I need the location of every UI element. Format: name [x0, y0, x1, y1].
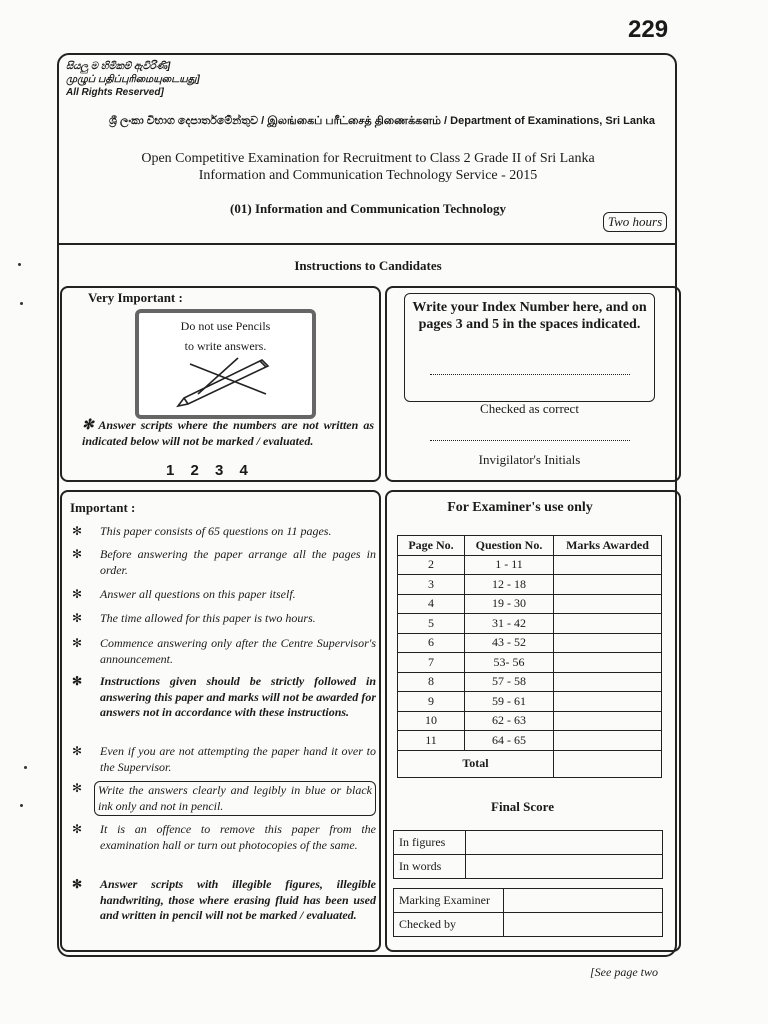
index-number-dotted-line	[430, 374, 630, 375]
divider	[57, 243, 677, 245]
table-row	[394, 855, 663, 879]
rights-tamil: முழுப் பதிப்புரிமையுடையது]	[66, 74, 200, 85]
page-no-cell: 4	[398, 594, 465, 614]
list-item: ✻ The time allowed for this paper is two hours.	[72, 611, 316, 625]
invigilator-dotted-line	[430, 440, 630, 441]
question-no-cell: 57 - 58	[465, 672, 554, 692]
marks-table-body	[398, 555, 662, 750]
list-item: ✻ It is an offence to remove this paper from the examination hall or turn out photocopies of the same.	[72, 822, 376, 852]
table-row	[394, 889, 663, 913]
question-no-cell: 59 - 61	[465, 692, 554, 712]
index-number-instruction: Write your Index Number here, and on pages 3 and 5 in the spaces indicated.	[412, 300, 647, 332]
in-figures-field[interactable]	[466, 831, 663, 855]
page-number: 229	[628, 16, 669, 43]
page-no-cell: 9	[398, 692, 465, 712]
speck	[24, 766, 27, 769]
question-no-cell: 1 - 11	[465, 555, 554, 575]
table-row	[398, 672, 662, 692]
speck	[20, 302, 23, 305]
table-row	[398, 633, 662, 653]
checked-correct-label: Checked as correct	[480, 401, 579, 416]
checked-by-field[interactable]	[504, 913, 663, 937]
col-marks-awarded: Marks Awarded	[554, 536, 662, 556]
marks-awarded-cell[interactable]	[554, 575, 662, 595]
star-icon: ✻	[72, 822, 83, 836]
table-row	[398, 711, 662, 731]
invigilator-initials-label: Invigilator's Initials	[478, 452, 581, 467]
list-item: ✻ Commence answering only after the Centre Supervisor's announcement.	[72, 636, 376, 666]
in-words-label: In words	[394, 855, 466, 879]
speck	[20, 804, 23, 807]
exam-title-line1: Open Competitive Examination for Recruitment to Class 2 Grade II of Sri Lanka	[141, 151, 595, 166]
list-item: ✻ Write the answers clearly and legibly in blue or black ink only and not in pencil.	[72, 781, 376, 816]
star-icon: ✻	[72, 877, 83, 891]
marks-awarded-cell[interactable]	[554, 711, 662, 731]
page-no-cell: 11	[398, 731, 465, 751]
rights-english: All Rights Reserved]	[66, 87, 164, 98]
question-no-cell: 12 - 18	[465, 575, 554, 595]
question-no-cell: 53- 56	[465, 653, 554, 673]
col-page-no: Page No.	[398, 536, 465, 556]
question-no-cell: 19 - 30	[465, 594, 554, 614]
department-name: ශ්‍රී ලංකා විභාග දෙපාර්තමේන්තුව / இலங்கைப் பரீட்சைத் திணைக்களம் / Department of Examinations, Sri Lanka	[109, 115, 655, 127]
in-figures-label: In figures	[394, 831, 466, 855]
very-important-note-text: Answer scripts where the numbers are not written as indicated below will not be marked / evaluated.	[82, 418, 374, 448]
sample-digits: 1 2 3 4	[166, 462, 248, 479]
marking-examiner-label: Marking Examiner	[394, 889, 504, 913]
table-row	[394, 913, 663, 937]
col-question-no: Question No.	[465, 536, 554, 556]
page-no-cell: 7	[398, 653, 465, 673]
examiner-title: For Examiner's use only	[447, 500, 593, 515]
list-item: ✻ Before answering the paper arrange all the pages in order.	[72, 547, 376, 577]
duration-badge: Two hours	[603, 212, 667, 232]
rights-sinhala: සියලු ම හිමිකම් ඇවිරිණි]	[66, 61, 171, 72]
marks-awarded-cell[interactable]	[554, 555, 662, 575]
star-icon: ✻	[72, 587, 83, 601]
see-page-two: [See page two	[590, 965, 658, 979]
final-score-table	[393, 830, 663, 879]
table-row	[398, 555, 662, 575]
page-no-cell: 8	[398, 672, 465, 692]
marks-awarded-cell[interactable]	[554, 653, 662, 673]
crossed-pencil-icon	[170, 352, 280, 412]
instructions-title: Instructions to Candidates	[294, 258, 442, 273]
very-important-heading: Very Important :	[88, 290, 183, 305]
speck	[18, 263, 21, 266]
table-row	[398, 731, 662, 751]
star-icon: ✻	[82, 418, 94, 433]
list-item: ✻ Even if you are not attempting the paper hand it over to the Supervisor.	[72, 744, 376, 774]
list-item: ✻ This paper consists of 65 questions on 11 pages.	[72, 524, 332, 538]
exam-title	[60, 150, 676, 184]
very-important-note	[82, 418, 374, 449]
final-score-title: Final Score	[491, 799, 554, 814]
paper-title: (01) Information and Communication Technology	[230, 201, 506, 216]
question-no-cell: 43 - 52	[465, 633, 554, 653]
table-row	[398, 692, 662, 712]
list-item: ✻ Answer all questions on this paper itself.	[72, 587, 296, 601]
question-no-cell: 31 - 42	[465, 614, 554, 634]
page-no-cell: 5	[398, 614, 465, 634]
no-pencil-line2: to write answers.	[184, 339, 267, 353]
marks-awarded-cell[interactable]	[554, 614, 662, 634]
star-icon: ✻	[72, 547, 83, 561]
table-row	[398, 614, 662, 634]
star-icon: ✻	[72, 744, 83, 758]
table-row	[398, 575, 662, 595]
page-no-cell: 6	[398, 633, 465, 653]
important-heading: Important :	[70, 500, 136, 515]
total-row	[398, 750, 662, 777]
marks-awarded-cell[interactable]	[554, 692, 662, 712]
star-icon: ✻	[72, 781, 83, 795]
in-words-field[interactable]	[466, 855, 663, 879]
total-label: Total	[398, 750, 554, 777]
checked-by-label: Checked by	[394, 913, 504, 937]
marking-examiner-field[interactable]	[504, 889, 663, 913]
question-no-cell: 64 - 65	[465, 731, 554, 751]
page-no-cell: 10	[398, 711, 465, 731]
marks-awarded-cell[interactable]	[554, 633, 662, 653]
exam-title-line2: Information and Communication Technology Service - 2015	[198, 168, 538, 183]
no-pencil-line1: Do not use Pencils	[180, 319, 271, 333]
page-no-cell: 2	[398, 555, 465, 575]
total-marks-cell[interactable]	[554, 750, 662, 777]
list-item: ✻ Instructions given should be strictly followed in answering this paper and marks will not be awarded for answers not in accordance with these instructions.	[72, 674, 376, 719]
star-icon: ✻	[72, 674, 83, 688]
marks-awarded-cell[interactable]	[554, 594, 662, 614]
table-header-row	[398, 536, 662, 556]
question-no-cell: 62 - 63	[465, 711, 554, 731]
table-row	[398, 594, 662, 614]
table-row	[394, 831, 663, 855]
star-icon: ✻	[72, 636, 83, 650]
table-row	[398, 653, 662, 673]
list-item: ✻ Answer scripts with illegible figures, illegible handwriting, those where erasing fluid has been used and written in pencil will not be marked / evaluated.	[72, 877, 376, 922]
rights-notice	[66, 60, 200, 99]
page-no-cell: 3	[398, 575, 465, 595]
star-icon: ✻	[72, 524, 83, 538]
star-icon: ✻	[72, 611, 83, 625]
marks-awarded-cell[interactable]	[554, 731, 662, 751]
examiner-sign-table	[393, 888, 663, 937]
no-pencil-text	[139, 316, 312, 356]
marks-table	[397, 535, 662, 778]
marks-awarded-cell[interactable]	[554, 672, 662, 692]
